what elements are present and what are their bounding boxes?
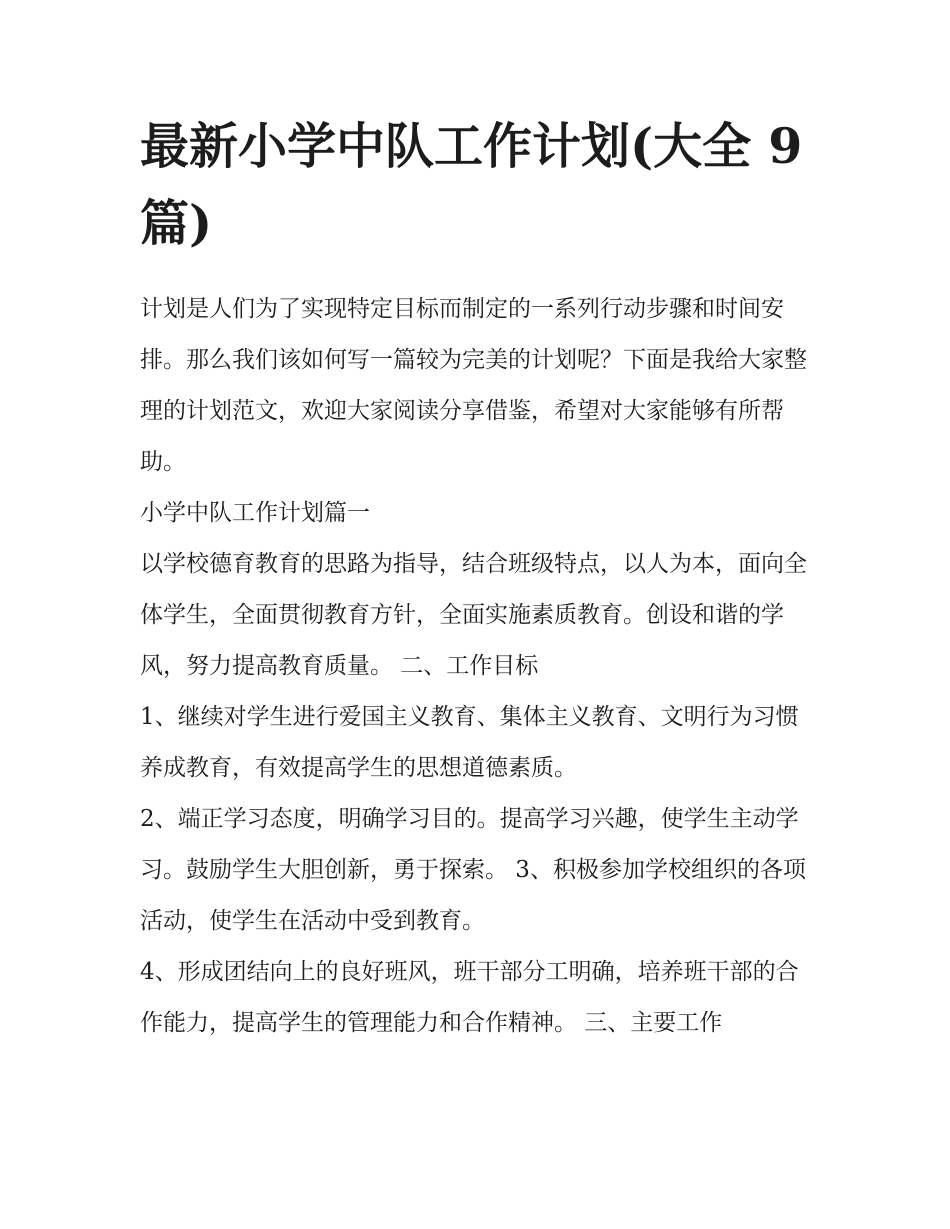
intro-paragraph: 计划是人们为了实现特定目标而制定的一系列行动步骤和时间安排。那么我们该如何写一篇较为完美的计划呢？下面是我给大家整理的计划范文，欢迎大家阅读分享借鉴，希望对大家能够有所帮助。 xyxy=(140,296,807,475)
goal-item-2-3: 2、端正学习态度，明确学习目的。提高学习兴趣，使学生主动学习。鼓励学生大胆创新，勇于探索。 3、积极参加学校组织的各项活动，使学生在活动中受到教育。 xyxy=(140,806,806,934)
section-heading: 小学中队工作计划篇一 xyxy=(140,500,370,526)
goal-item-1: 1、继续对学生进行爱国主义教育、集体主义教育、文明行为习惯养成教育，有效提高学生的思想道德素质。 xyxy=(140,704,799,781)
document-title: 最新小学中队工作计划(大全 9 篇) xyxy=(140,117,803,252)
goal-item-4: 4、形成团结向上的良好班风，班干部分工明确，培养班干部的合作能力，提高学生的管理能力和合作精神。 三、主要工作 xyxy=(140,959,799,1036)
document-page xyxy=(140,108,815,1049)
guiding-idea-paragraph: 以学校德育教育的思路为指导，结合班级特点，以人为本，面向全体学生，全面贯彻教育方针，全面实施素质教育。创设和谐的学风，努力提高教育质量。 二、工作目标 xyxy=(140,551,807,679)
